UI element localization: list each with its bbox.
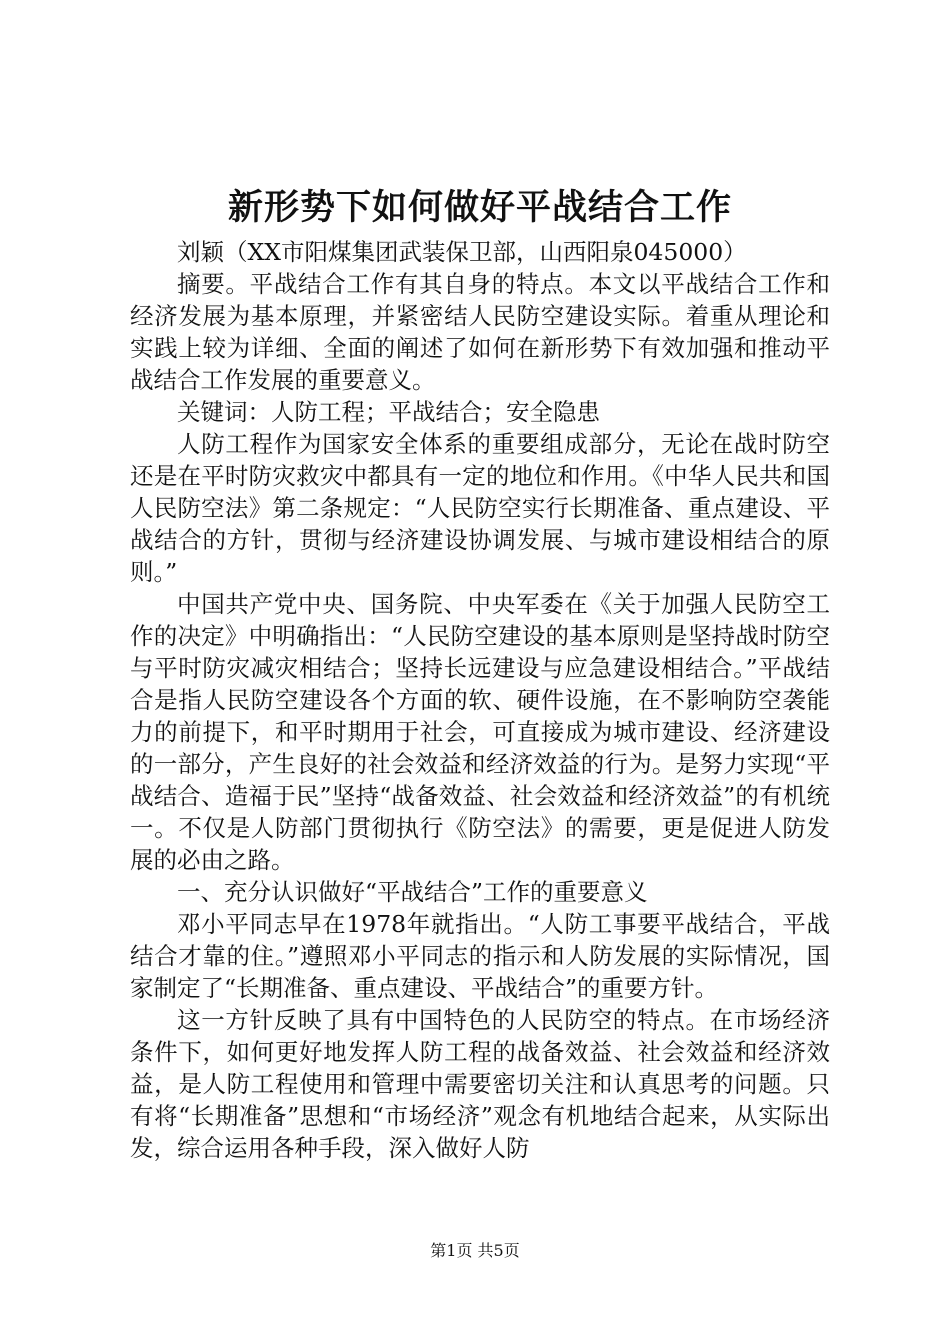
document-title: 新形势下如何做好平战结合工作	[227, 187, 732, 228]
keywords-line: 关键词：人防工程；平战结合；安全隐患	[177, 398, 600, 426]
body-paragraph: 邓小平同志早在1978年就指出。“人防工事要平战结合，平战结合才靠的住。”遵照邓小平同志的指示和人防发展的实际情况，国家制定了“长期准备、重点建设、平战结合”的重要方针。	[130, 910, 830, 1002]
body-paragraph: 人防工程作为国家安全体系的重要组成部分，无论在战时防空还是在平时防灾救灾中都具有一定的地位和作用。《中华人民共和国人民防空法》第二条规定：“人民防空实行长期准备、重点建设、平战结合的方针，贯彻与经济建设协调发展、与城市建设相结合的原则。”	[130, 430, 830, 586]
body-paragraph: 中国共产党中央、国务院、中央军委在《关于加强人民防空工作的决定》中明确指出：“人民防空建设的基本原则是坚持战时防空与平时防灾减灾相结合；坚持长远建设与应急建设相结合。”平战结合是指人民防空建设各个方面的软、硬件设施，在不影响防空袭能力的前提下，和平时期用于社会，可直接成为城市建设、经济建设的一部分，产生良好的社会效益和经济效益的行为。是努力实现“平战结合、造福于民”坚持“战备效益、社会效益和经济效益”的有机统一。不仅是人防部门贯彻执行《防空法》的需要，更是促进人防发展的必由之路。	[130, 590, 830, 874]
body-paragraph: 这一方针反映了具有中国特色的人民防空的特点。在市场经济条件下，如何更好地发挥人防工程的战备效益、社会效益和经济效益，是人防工程使用和管理中需要密切关注和认真思考的问题。只有将“长期准备”思想和“市场经济”观念有机地结合起来，从实际出发，综合运用各种手段，深入做好人防	[130, 1006, 830, 1162]
document-body	[130, 236, 830, 1164]
page-footer: 第1页 共5页	[430, 1241, 520, 1260]
section-heading: 一、充分认识做好“平战结合”工作的重要意义	[177, 878, 648, 906]
author-line: 刘颖（XX市阳煤集团武装保卫部，山西阳泉045000）	[177, 238, 747, 266]
abstract-paragraph: 摘要。平战结合工作有其自身的特点。本文以平战结合工作和经济发展为基本原理，并紧密结人民防空建设实际。着重从理论和实践上较为详细、全面的阐述了如何在新形势下有效加强和推动平战结合工作发展的重要意义。	[130, 270, 830, 394]
